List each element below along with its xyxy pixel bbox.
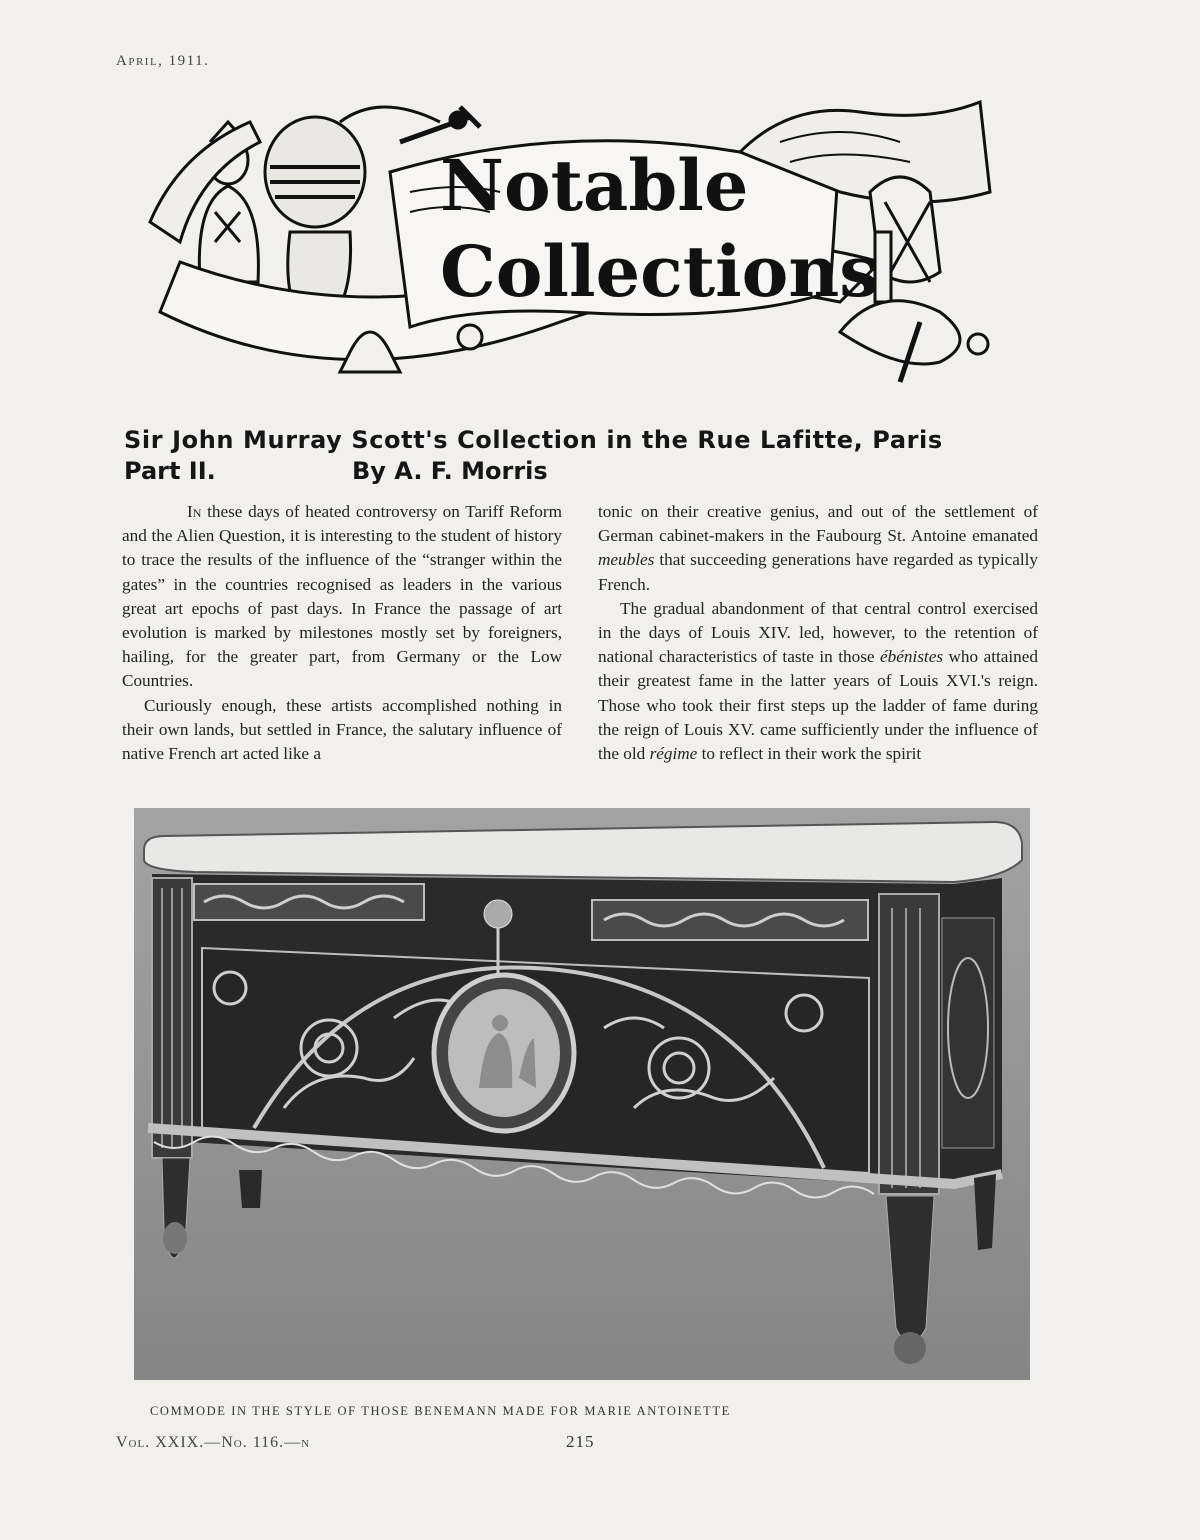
paragraph [598,597,1038,766]
photo-caption: COMMODE IN THE STYLE OF THOSE BENEMANN MADE FOR MARIE ANTOINETTE [150,1404,731,1418]
italic-term: meubles [598,550,655,570]
paragraph-text: tonic on their creative genius, and out of the settlement of German cabinet-makers in the Faubourg St. Antoine emanated [598,502,1038,546]
paragraph: Curiously enough, these artists accomplished nothing in their own lands, but settled in France, the salutary influence of native French art acted like a [122,695,562,764]
masthead-illustration [140,82,1000,398]
article-title: Sir John Murray Scott's Collection in the Rue Lafitte, Paris [124,426,943,454]
page-number: 215 [566,1432,595,1451]
issue-date: April, 1911. [116,53,210,69]
paragraph-text: The gradual abandonment of that central control exercised in the days of Louis XIV. led, however, to the retention of national characteristics of taste in those [598,598,1038,667]
paragraph-text: these days of heated controversy on Tariff Reform and the Alien Question, it is interesting to the student of history to trace the results of the influence of the “stranger within the gates” in the countries recognised as leaders in the various great art epochs of past days. In France the passage of art evolution is marked by milestones mostly set by foreigners, hailing, for the greater part, from Germany or the Low Countries. [122,502,562,691]
paragraph [598,500,1038,597]
paragraph-text: that succeeding generations have regarded as typically French. [598,550,1038,594]
volume-number: Vol. XXIX.—No. 116.—n [116,1434,311,1451]
commode-photograph [134,808,1030,1380]
italic-term: ébénistes [880,647,944,667]
dropcap-lead: In [187,502,202,521]
paragraph-text: who attained their greatest fame in the latter years of Louis XVI.'s reign. Those who took their first steps up the ladder of fame during the reign of Louis XV. came sufficiently under the influence of the old [598,647,1038,764]
article-byline: By A. F. Morris [352,457,548,485]
paragraph-text: to reflect in their work the spirit [697,744,922,764]
commode-illustration [134,808,1030,1380]
italic-term: régime [649,744,698,764]
article-part: Part II. [124,457,216,485]
column-right [598,500,1038,766]
masthead-banner-art [140,82,1000,398]
article-subtitle [124,457,604,485]
paragraph [122,500,562,694]
masthead-title-notable: Notable [440,144,749,227]
masthead-title-collections: Collections [440,230,879,313]
column-left [122,500,562,766]
